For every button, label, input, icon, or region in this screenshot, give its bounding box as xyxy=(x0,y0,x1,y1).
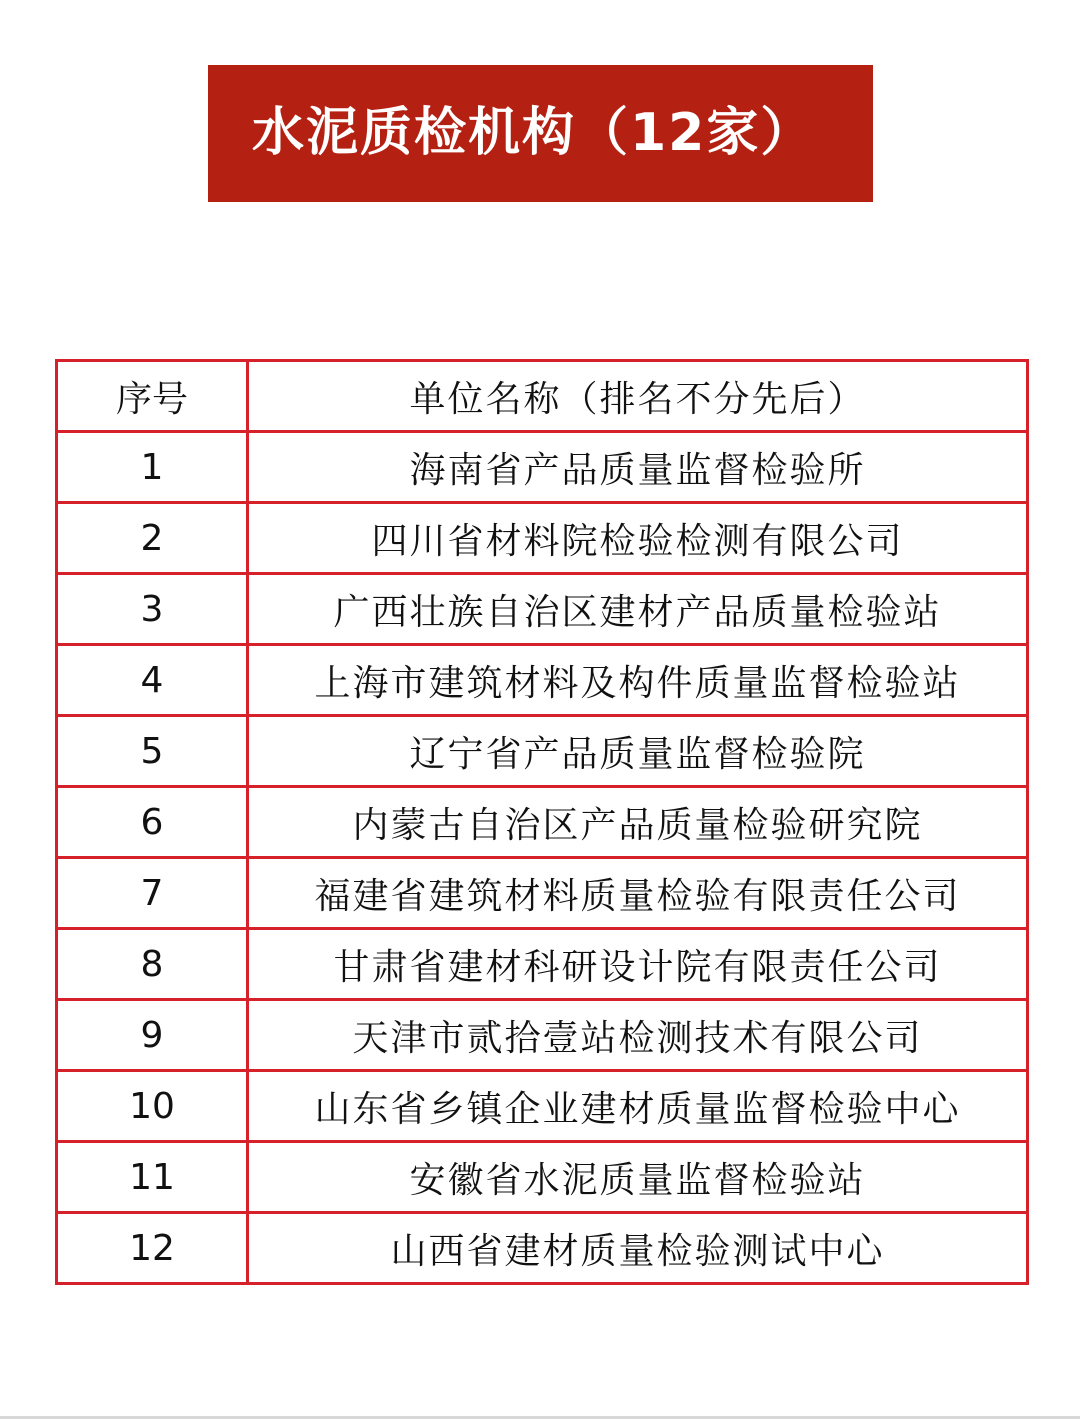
row-unit-name: 广西壮族自治区建材产品质量检验站 xyxy=(248,574,1028,645)
table-row xyxy=(57,432,1028,503)
row-unit-name: 山西省建材质量检验测试中心 xyxy=(248,1213,1028,1284)
table-row xyxy=(57,1142,1028,1213)
table-row xyxy=(57,929,1028,1000)
institution-table xyxy=(55,359,1029,1285)
row-unit-name: 安徽省水泥质量监督检验站 xyxy=(248,1142,1028,1213)
row-unit-name: 四川省材料院检验检测有限公司 xyxy=(248,503,1028,574)
row-index: 6 xyxy=(57,787,248,858)
table-header-row xyxy=(57,361,1028,432)
page-title: 水泥质检机构（12家） xyxy=(208,65,873,202)
row-index: 12 xyxy=(57,1213,248,1284)
row-index: 2 xyxy=(57,503,248,574)
row-index: 10 xyxy=(57,1071,248,1142)
table-row xyxy=(57,858,1028,929)
row-index: 5 xyxy=(57,716,248,787)
row-index: 7 xyxy=(57,858,248,929)
row-index: 3 xyxy=(57,574,248,645)
row-index: 8 xyxy=(57,929,248,1000)
header-index: 序号 xyxy=(57,361,248,432)
row-unit-name: 上海市建筑材料及构件质量监督检验站 xyxy=(248,645,1028,716)
table-row xyxy=(57,1071,1028,1142)
table-row xyxy=(57,645,1028,716)
row-unit-name: 福建省建筑材料质量检验有限责任公司 xyxy=(248,858,1028,929)
row-unit-name: 甘肃省建材科研设计院有限责任公司 xyxy=(248,929,1028,1000)
table-row xyxy=(57,716,1028,787)
header-unit-name: 单位名称（排名不分先后） xyxy=(248,361,1028,432)
row-unit-name: 内蒙古自治区产品质量检验研究院 xyxy=(248,787,1028,858)
row-unit-name: 天津市贰拾壹站检测技术有限公司 xyxy=(248,1000,1028,1071)
table-row xyxy=(57,1000,1028,1071)
row-unit-name: 山东省乡镇企业建材质量监督检验中心 xyxy=(248,1071,1028,1142)
row-unit-name: 辽宁省产品质量监督检验院 xyxy=(248,716,1028,787)
row-index: 1 xyxy=(57,432,248,503)
row-index: 4 xyxy=(57,645,248,716)
row-unit-name: 海南省产品质量监督检验所 xyxy=(248,432,1028,503)
table-row xyxy=(57,787,1028,858)
row-index: 11 xyxy=(57,1142,248,1213)
table-row xyxy=(57,503,1028,574)
table-row xyxy=(57,1213,1028,1284)
row-index: 9 xyxy=(57,1000,248,1071)
table-row xyxy=(57,574,1028,645)
